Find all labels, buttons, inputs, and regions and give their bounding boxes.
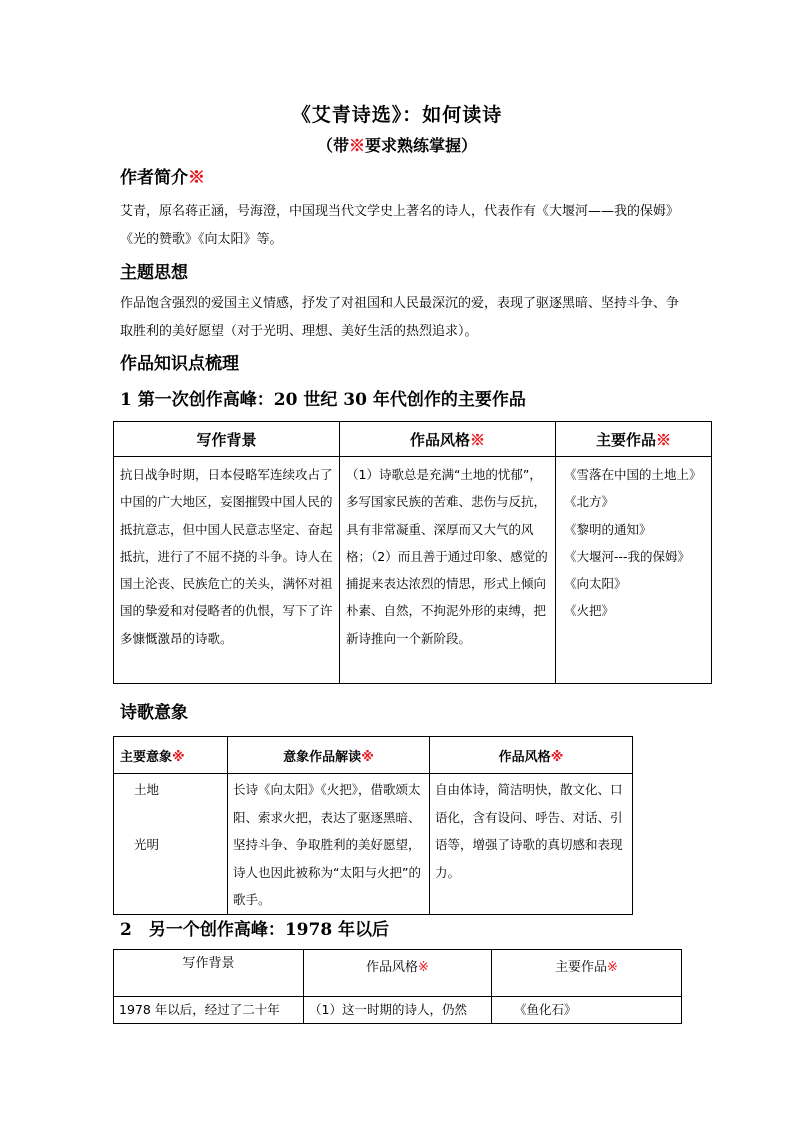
peak1-background-cell: 抗日战争时期，日本侵略军连续攻占了中国的广大地区，妄图摧毁中国人民的抵抗意志，但中国人民意志坚定、奋起抵抗，进行了不屈不挠的斗争。诗人在国土沦丧、民族危亡的关头，满怀对祖国的挚爱和对侵略者的仇恨，写下了许多慷慨激昂的诗歌。 bbox=[114, 457, 340, 684]
image-item: 土地 bbox=[134, 782, 160, 797]
imagery-interpretation-cell: 长诗《向太阳》《火把》，借歌颂太阳、索求火把，表达了驱逐黑暗、坚持斗争、争取胜利的美好愿望，诗人也因此被称为“太阳与火把”的歌手。 bbox=[228, 774, 430, 915]
peak1-header-works: 主要作品※ bbox=[556, 422, 712, 457]
work-item: 《大堰河---我的保姆》 bbox=[564, 548, 691, 564]
peak2-background-cell: 1978 年以后，经过了二十年 bbox=[114, 997, 304, 1024]
mark-symbol: ※ bbox=[188, 168, 205, 188]
peak2-header-style: 作品风格※ bbox=[304, 950, 492, 997]
mark-symbol: ※ bbox=[172, 749, 185, 765]
mark-symbol: ※ bbox=[361, 749, 374, 765]
peak2-style-cell: （1）这一时期的诗人，仍然 bbox=[304, 997, 492, 1024]
page-subtitle: （带※要求熟练掌握） bbox=[316, 136, 478, 155]
mark-symbol: ※ bbox=[656, 430, 672, 449]
peak1-heading: 1 第一次创作高峰：20 世纪 30 年代创作的主要作品 bbox=[120, 390, 526, 410]
author-text: 艾青，原名蒋正涵，号海澄，中国现当代文学史上著名的诗人，代表作有《大堰河——我的保姆》《光的赞歌》《向太阳》等。 bbox=[120, 204, 680, 247]
mark-symbol: ※ bbox=[418, 960, 429, 975]
theme-text: 作品饱含强烈的爱国主义情感，抒发了对祖国和人民最深沉的爱，表现了驱逐黑暗、坚持斗争、争取胜利的美好愿望（对于光明、理想、美好生活的热烈追求）。 bbox=[120, 296, 680, 339]
peak2-header-works: 主要作品※ bbox=[492, 950, 682, 997]
peak2-heading: 2 另一个创作高峰：1978 年以后 bbox=[120, 920, 390, 940]
peak1-table bbox=[113, 421, 712, 684]
mark-symbol: ※ bbox=[607, 960, 618, 975]
imagery-header-interpretation: 意象作品解读※ bbox=[228, 737, 430, 774]
imagery-style-cell: 自由体诗，简洁明快，散文化、口语化，含有设问、呼告、对话、引语等，增强了诗歌的真切感和表现力。 bbox=[430, 774, 633, 915]
peak2-works-cell: 《鱼化石》 bbox=[492, 997, 682, 1024]
image-item: 光明 bbox=[134, 836, 160, 852]
peak2-table bbox=[113, 949, 682, 1024]
imagery-header-images: 主要意象※ bbox=[114, 737, 228, 774]
imagery-images-cell bbox=[114, 774, 228, 915]
peak2-header-background: 写作背景 bbox=[114, 950, 304, 997]
work-item: 《黎明的通知》 bbox=[564, 521, 652, 537]
work-item: 《向太阳》 bbox=[564, 576, 627, 592]
knowledge-heading: 作品知识点梳理 bbox=[120, 354, 239, 374]
author-heading: 作者简介※ bbox=[120, 168, 205, 188]
peak1-header-style: 作品风格※ bbox=[340, 422, 556, 457]
work-item: 《北方》 bbox=[564, 494, 615, 510]
mark-symbol: ※ bbox=[470, 430, 486, 449]
imagery-heading: 诗歌意象 bbox=[120, 703, 188, 723]
page-title: 《艾青诗选》：如何读诗 bbox=[291, 104, 503, 126]
theme-heading: 主题思想 bbox=[120, 263, 188, 283]
peak1-works-cell bbox=[556, 457, 712, 684]
peak1-header-background: 写作背景 bbox=[114, 422, 340, 457]
mark-symbol: ※ bbox=[348, 136, 365, 155]
imagery-header-style: 作品风格※ bbox=[430, 737, 633, 774]
imagery-table bbox=[113, 736, 633, 915]
mark-symbol: ※ bbox=[550, 749, 564, 765]
work-item: 《雪落在中国的土地上》 bbox=[564, 467, 702, 482]
work-item: 《火把》 bbox=[564, 603, 615, 619]
peak1-style-cell: （1）诗歌总是充满“土地的忧郁”，多写国家民族的苦难、悲伤与反抗，具有非常凝重、深厚而又大气的风格；（2）而且善于通过印象、感觉的捕捉来表达浓烈的情思，形式上倾向朴素、自然，不拘泥外形的束缚，把新诗推向一个新阶段。 bbox=[340, 457, 556, 684]
